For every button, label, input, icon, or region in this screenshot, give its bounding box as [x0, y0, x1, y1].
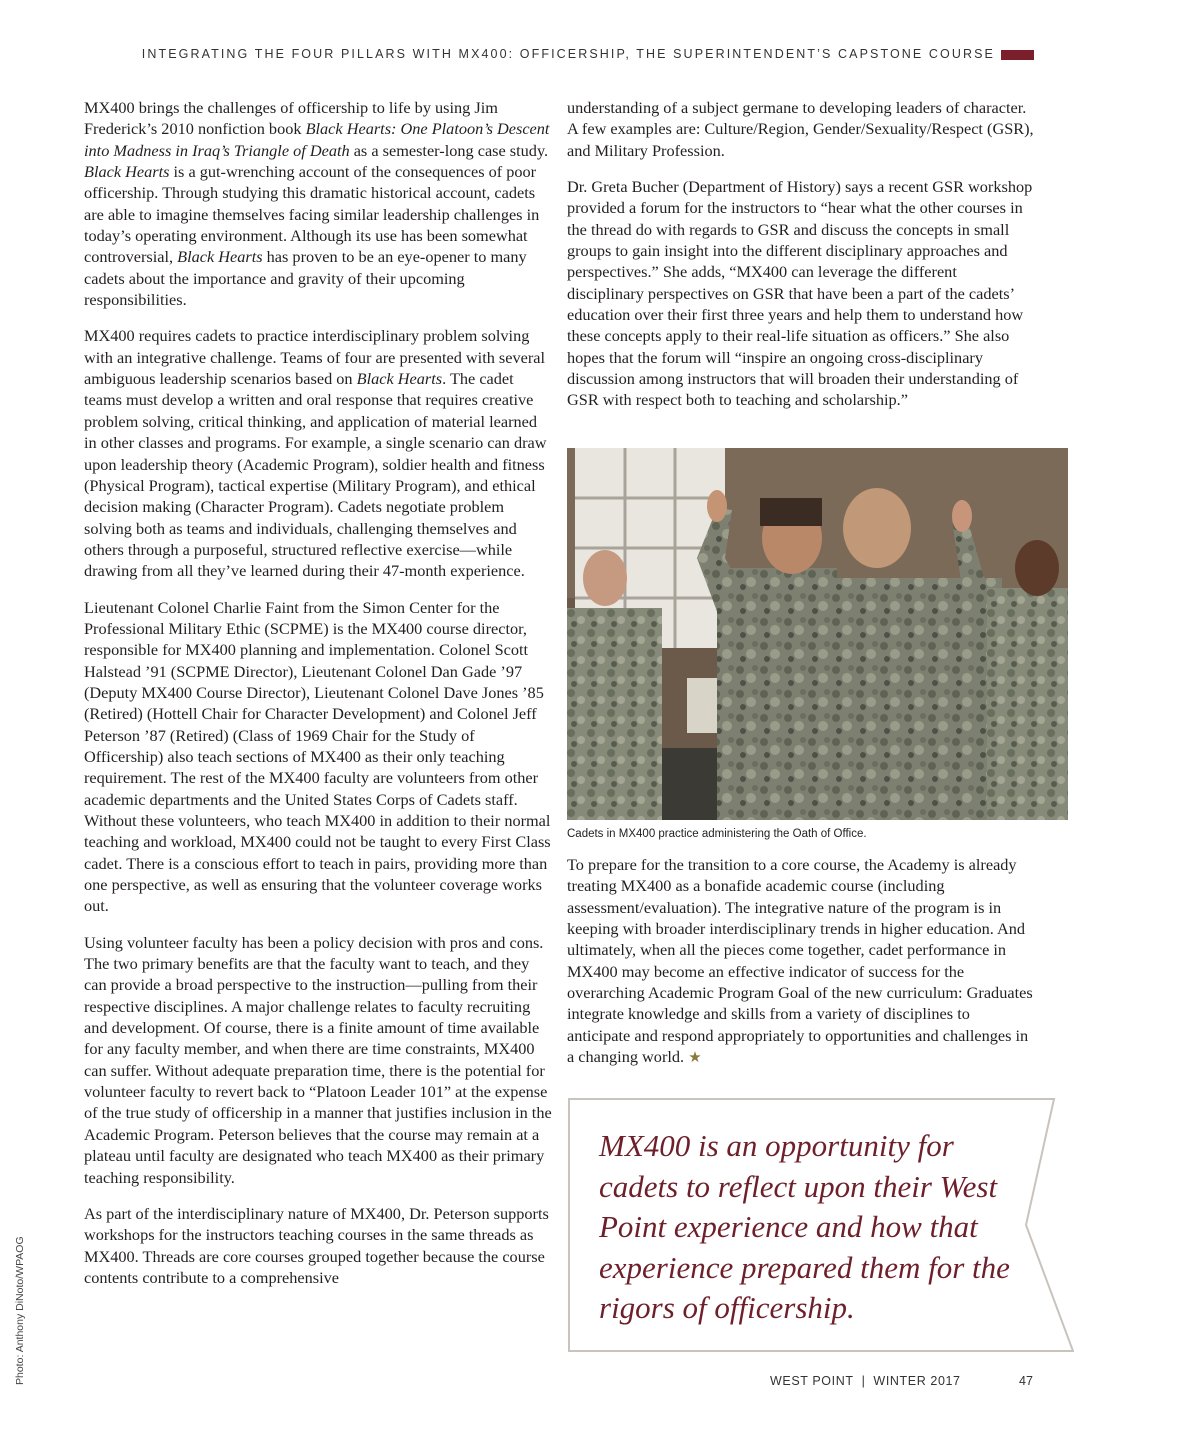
paragraph-interdisciplinary-problem-solving: MX400 requires cadets to practice interdisciplinary problem solving with an integrative challenge. Teams of four are presented with several ambiguous leadership scenarios based on Black Hearts. The cadet teams must develop a written and oral response that requires creative problem solving, critical thinking, and application of material learned in other classes and programs. For example, a single scenario can draw upon leadership theory (Academic Program), soldier health and fitness (Physical Program), tactical expertise (Military Program), and ethical decision making (Character Program). Cadets negotiate problem solving both as teams and individuals, challenging themselves and others through a purposeful, structured reflective exercise—while drawing from all they’ve learned during their 47-month experience.: [84, 326, 547, 581]
footer-separator: |: [861, 1374, 866, 1388]
cadets-oath-photo: [567, 448, 1068, 820]
pull-quote-text: MX400 is an opportunity for cadets to reflect upon their West Point experience and how that experience prepared them for the rigors of officership.: [599, 1128, 1010, 1325]
photo-caption: Cadets in MX400 practice administering the Oath of Office.: [567, 828, 867, 840]
paragraph-volunteer-faculty: Using volunteer faculty has been a policy decision with pros and cons. The two primary benefits are that the faculty want to teach, and they can provide a broad perspective to the instruction—pulling from their respective disciplines. A major challenge relates to faculty recruiting and development. Of course, there is a finite amount of time available for any faculty member, and when there are time constraints, MX400 can suffer. Without adequate preparation time, there is the potential for volunteer faculty to revert back to “Platoon Leader 101” at the expense of the true study of officership in a manner that justifies inclusion in the Academic Program. Peterson believes that the course may remain at a plateau until faculty are designated who teach MX400 as their primary teaching responsibility.: [84, 932, 552, 1187]
header-accent-bar: [1001, 50, 1034, 60]
left-column: [84, 97, 552, 1303]
page-number: 47: [1019, 1374, 1033, 1388]
paragraph-black-hearts-intro: MX400 brings the challenges of officership to life by using Jim Frederick’s 2010 nonfiction book Black Hearts: One Platoon’s Descent into Madness in Iraq’s Triangle of Death as a semester-long case study. Black Hearts is a gut-wrenching account of the consequences of poor officership. Through studying this dramatic historical account, cadets are able to imagine themselves facing similar leadership challenges in today’s operating environment. Although its use has been somewhat controversial, Black Hearts has proven to be an eye-opener to many cadets about the importance and gravity of their upcoming responsibilities.: [84, 98, 550, 310]
paragraph-core-course-transition: To prepare for the transition to a core course, the Academy is already treating MX400 as a bonafide academic course (including assessment/evaluation). The integrative nature of the program is in keeping with broader interdisciplinary trends in higher education. And ultimately, when all the pieces come together, cadet performance in MX400 may become an effective indicator of success for the overarching Academic Program Goal of the new curriculum: Graduates integrate knowledge and skills from a variety of disciplines to anticipate and respond appropriately to opportunities and challenges in a changing world. ★: [567, 855, 1033, 1067]
footer-publication: WEST POINT: [770, 1374, 854, 1388]
paragraph-workshops: As part of the interdisciplinary nature of MX400, Dr. Peterson supports workshops for the instructors teaching courses in the same threads as MX400. Threads are core courses grouped together because the course contents contribute to a comprehensive: [84, 1203, 549, 1287]
paragraph-threads-examples: understanding of a subject germane to developing leaders of character. A few examples are: Culture/Region, Gender/Sexuality/Respect (GSR), and Military Profession.: [567, 98, 1034, 160]
running-header: INTEGRATING THE FOUR PILLARS WITH MX400: OFFICERSHIP, THE SUPERINTENDENT’S CAPSTONE COURSE: [141, 47, 995, 61]
footer-issue: WINTER 2017: [873, 1374, 961, 1388]
paragraph-gsr-workshop: Dr. Greta Bucher (Department of History) says a recent GSR workshop provided a forum for the instructors to “hear what the other courses in the thread do with regards to GSR and discuss the concepts in small groups to gain insight into the different disciplinary approaches and perspectives.” She adds, “MX400 can leverage the different disciplinary perspectives on GSR that have been a part of the cadets’ education over their first three years and help them to understand how these concepts apply to their real-life situation as officers.” She also hopes that the forum will “inspire an ongoing cross-disciplinary discussion among instructors that will broaden their understanding of GSR with respect both to teaching and scholarship.”: [567, 177, 1033, 410]
pull-quote-box: [568, 1098, 1074, 1352]
paragraph-course-director: Lieutenant Colonel Charlie Faint from the Simon Center for the Professional Military Ethic (SCPME) is the MX400 course director, responsible for MX400 planning and implementation. Colonel Scott Halstead ’91 (SCPME Director), Lieutenant Colonel Dan Gade ’97 (Deputy MX400 Course Director), Lieutenant Colonel Dave Jones ’85 (Retired) (Hottell Chair for Character Development) and Colonel Jeff Peterson ’87 (Retired) (Class of 1969 Chair for the Study of Officership) also teach sections of MX400 as their only teaching requirement. The rest of the MX400 faculty are volunteers from other academic departments and the United States Corps of Cadets staff. Without these volunteers, who teach MX400 in addition to their normal teaching and workload, MX400 could not be taught to every First Class cadet. There is a conscious effort to teach in pairs, providing more than one perspective, as well as ensuring that the volunteer coverage works out.: [84, 597, 551, 916]
end-of-article-star-icon: ★: [688, 1050, 702, 1067]
right-column-top: [567, 97, 1035, 426]
photo-credit: Photo: Anthony DiNoto/WPAOG: [14, 1236, 26, 1385]
footer: [770, 1374, 961, 1388]
right-column-bottom: [567, 854, 1035, 1069]
